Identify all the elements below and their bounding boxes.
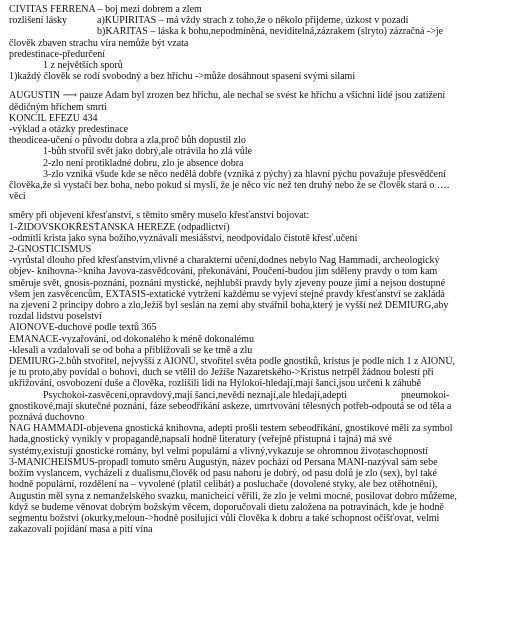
text-line: poznává duchovno xyxy=(9,412,85,424)
text-line: když se budeme věnovat dobrým božským věcem, doporučovali dietu založena na potravinách, kde je hodně xyxy=(9,501,444,513)
text-line: je tu proto,aby povídal o bohovi, duch se vtělil do Ježíše Nazaretského->Kristus netrpěl žádnou bolestí při xyxy=(9,367,434,379)
list-item-2: 2-zlo není protikladné dobru, zlo je absence dobra xyxy=(43,157,244,169)
text-line: -výklad a otázky predestinace xyxy=(9,124,129,136)
text-line: predestinace-předurčení xyxy=(9,48,106,60)
text-line: Augustin měl syna z nemanželského svazku, manicheicí věřili, že zlo je velmi mocné, posilovat dobro můžeme, xyxy=(9,490,457,502)
text-line: hada,gnostický vynikly v propagandě,napsali hodně literatury (veřejně přístupná i tajná) má své xyxy=(9,434,392,446)
text-line: -vyrůstal dlouho před křesťanstvím,vlivné a charakterní učení,dodnes nebylo Nag Hammadi, archeologický xyxy=(9,255,440,267)
text-line: směruje svět, gnosis-poznání, poznání mystické, nejhlubší pravdy byly zjeveny pouze jimi a nejsou dostupné xyxy=(9,277,446,289)
text-line: zakazovali pojídání masa a pití vína xyxy=(9,524,153,536)
text-line: DEMIURG-2.bůh stvořitel, nejvyšší z AIONŮ, stvořitel světa podle gnostiků, kristus je podle nich 1 z AIONŮ, xyxy=(9,356,456,368)
text-line: 1)každý člověk se rodí svobodný a bez hříchu ->může dosáhnout spasení svými silami xyxy=(9,71,356,83)
text-line: theodicea-učení o původu dobra a zla,proč bůh dopustil zlo xyxy=(9,135,246,147)
karitas-line: b)KARITAS – láska k bohu,nepodmíněná, neviditelná,zázrakem (slryto) zázračná ->je xyxy=(97,26,444,38)
text-line: hodně populární, rozdělení na – vyvolené (platil celibát) a posluchače (dovolené styky, ale bez otěhotnění), xyxy=(9,479,438,491)
text-line: ukřižování, osvobození duše a člověka, rozlišili lidi na Hýlokoi-hledají,mají šanci,jsou určeni k záhubě xyxy=(9,378,422,390)
text-line: segmentu božství (okurky,meloun->hodně posilující vůli člověka k dobru a také schopnost očišťovat, velmi xyxy=(9,512,440,524)
text-line: rozdal lidstvu poselství xyxy=(9,311,102,323)
text-line: 1 z největších sporů xyxy=(43,60,123,71)
text-line: objev- knihovna->kniha Javova-zasvědcování, překonávání, Poučení-budou jim sděleny pravdy o tom kam xyxy=(9,266,438,278)
augustin-paragraph-line: AUGUSTIN ⟶ pauze Adam byl zrozen bez hříchu, ale nechal se svést ke hříchu a všichni lidé jsou zatížení xyxy=(9,90,446,102)
heading-gnosticismus: 2-GNOSTICISMUS xyxy=(9,244,92,256)
text-line: -odmítli krista jako syna božího,vyznávali mesiášství, neodpovídalo čistotě křesť.učení xyxy=(9,232,358,244)
text-line: směry při objevení křesťanství, s těmito směry muselo křesťanství bojovat: xyxy=(9,210,310,222)
psychokoi-text: Psychokoi-zasvěcení,opravdový,mají šanci,nevědí neznají,ale hledají,adepti xyxy=(43,389,347,401)
text-line: božím vyslancem, vycházeli z dualismu,člověk od pasu nahoru je dobrý, od pasu dolů je zlo (sex), byl také xyxy=(9,468,437,480)
text-line: na zjevení 2 principy dobro a zlo,Ježíš byl seslán na zemi aby stvářnil boha,který je vyšší než DEMIURG,aby xyxy=(9,300,449,312)
text-line: AIONOVE-duchové podle textů 365 xyxy=(9,322,157,334)
kupiritas-line: a)KUPIRITAS – má vždy strach z toho,že o několo přijdeme, úzkost v pozadí xyxy=(97,15,409,27)
heading-nag-hammadi: NAG HAMMADI-objevena gnostická knihovna, adepti prošli testem sebeodříkání, gnostikové měli za symbol xyxy=(9,423,453,435)
heading-civitas-ferrena: CIVITAS FERRENA – boj mezi dobrem a zlem xyxy=(9,4,202,15)
pneumokoi-text: pneumokoi- xyxy=(401,389,450,401)
heading-koncil-efezu: KONCIL EFEZU 434 xyxy=(9,112,98,124)
list-item-3: 3-zlo vzniká všude kde se něco nedělá dobře (vzniká z pýchy) za hlavní pýchu považuje přesvědčení xyxy=(43,168,446,180)
list-item-1: 1-bůh stvořil svět jako dobrý,ale otrávila ho zlá vůle xyxy=(43,146,253,158)
text-line: člověk zbaven strachu víra nemůže být vzata xyxy=(9,37,189,49)
document-page xyxy=(9,4,517,535)
love-distinction-row xyxy=(9,15,517,26)
text-line: všem jen zasvěcencům, EXTASIS-extatické vytržení každému se vyjeví stejné pravdy křesťanství se zakládá xyxy=(9,288,445,300)
text-line: dědičným hříchem smrti xyxy=(9,101,107,113)
psychokoi-row xyxy=(9,390,517,401)
text-line: EMANACE-vyzařování, od dokonalého k méně dokonalému xyxy=(9,333,254,345)
text-line: systémy,existují gnostické romány, byl velmi populární a vlivný,vykazuje se ohromnou životaschopností xyxy=(9,445,428,457)
text-line: -klesali a vzdalovali se od boha a přibližovali se ke tmě a zlu xyxy=(9,344,253,356)
text-line: gnostikové,mají skutečné poznání, fáze sebeodříkání askeze, umrtvování tělesných potřeb-odpoutá se od těla a xyxy=(9,400,452,412)
heading-manicheismus: 3-MANICHEISMUS-propadl tomuto směru Augustýn, název pochází od Persana MANI-nazýval sám sebe xyxy=(9,456,438,468)
text-line: člověka,že si vystačí bez boha, nebo pokud si myslí, že je něco víc než ten druhý nebo že se člověk stará o …. xyxy=(9,180,450,192)
text-line: věci xyxy=(9,191,26,203)
heading-zidovskokrestanska-hereze: 1-ŽIDOVSKOKŘESŤANSKÁ HEREZE (odpadlictví) xyxy=(9,221,230,233)
love-distinction-label: rozlišení lásky xyxy=(9,15,68,27)
